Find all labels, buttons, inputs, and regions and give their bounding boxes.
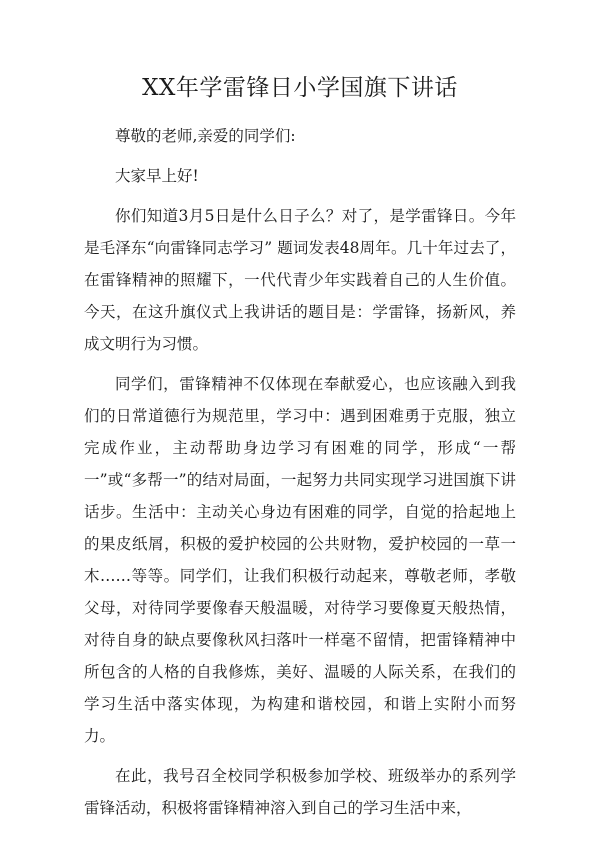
document-title: XX年学雷锋日小学国旗下讲话 (142, 75, 458, 101)
paragraph-intro: 你们知道3月5日是什么日子么？对了，是学雷锋日。今年是毛泽东“向雷锋同志学习” 题词发表48周年。几十年过去了，在雷锋精神的照耀下，一代代青少年实践着自己的人生价值。今天，在这升旗仪式上我讲话的题目是：学雷锋，扬新风，养成文明行为习惯。 (84, 207, 516, 353)
paragraph-body: 同学们，雷锋精神不仅体现在奉献爱心，也应该融入到我们的日常道德行为规范里，学习中：遇到困难勇于克服，独立完成作业，主动帮助身边学习有困难的同学，形成“一帮一”或“多帮一”的结对局面，一起努力共同实现学习进国旗下讲话步。生活中：主动关心身边有困难的同学，自觉的拾起地上的果皮纸屑，积极的爱护校园的公共财物，爱护校园的一草一木……等等。同学们，让我们积极行动起来，尊敬老师，孝敬父母，对待同学要像春天般温暖，对待学习要像夏天般热情，对待自身的缺点要像秋风扫落叶一样毫不留情，把雷锋精神中所包含的人格的自我修炼，美好、温暖的人际关系，在我们的学习生活中落实体现，为构建和谐校园，和谐上实附小而努力。 (84, 375, 516, 745)
paragraph-greeting: 大家早上好! (115, 167, 199, 185)
paragraph-call-to-action: 在此，我号召全校同学积极参加学校、班级举办的系列学雷锋活动，积极将雷锋精神溶入到自己的学习生活中来， (84, 767, 516, 817)
paragraph-salutation: 尊敬的老师,亲爱的同学们: (115, 127, 296, 145)
document-body (84, 120, 516, 824)
